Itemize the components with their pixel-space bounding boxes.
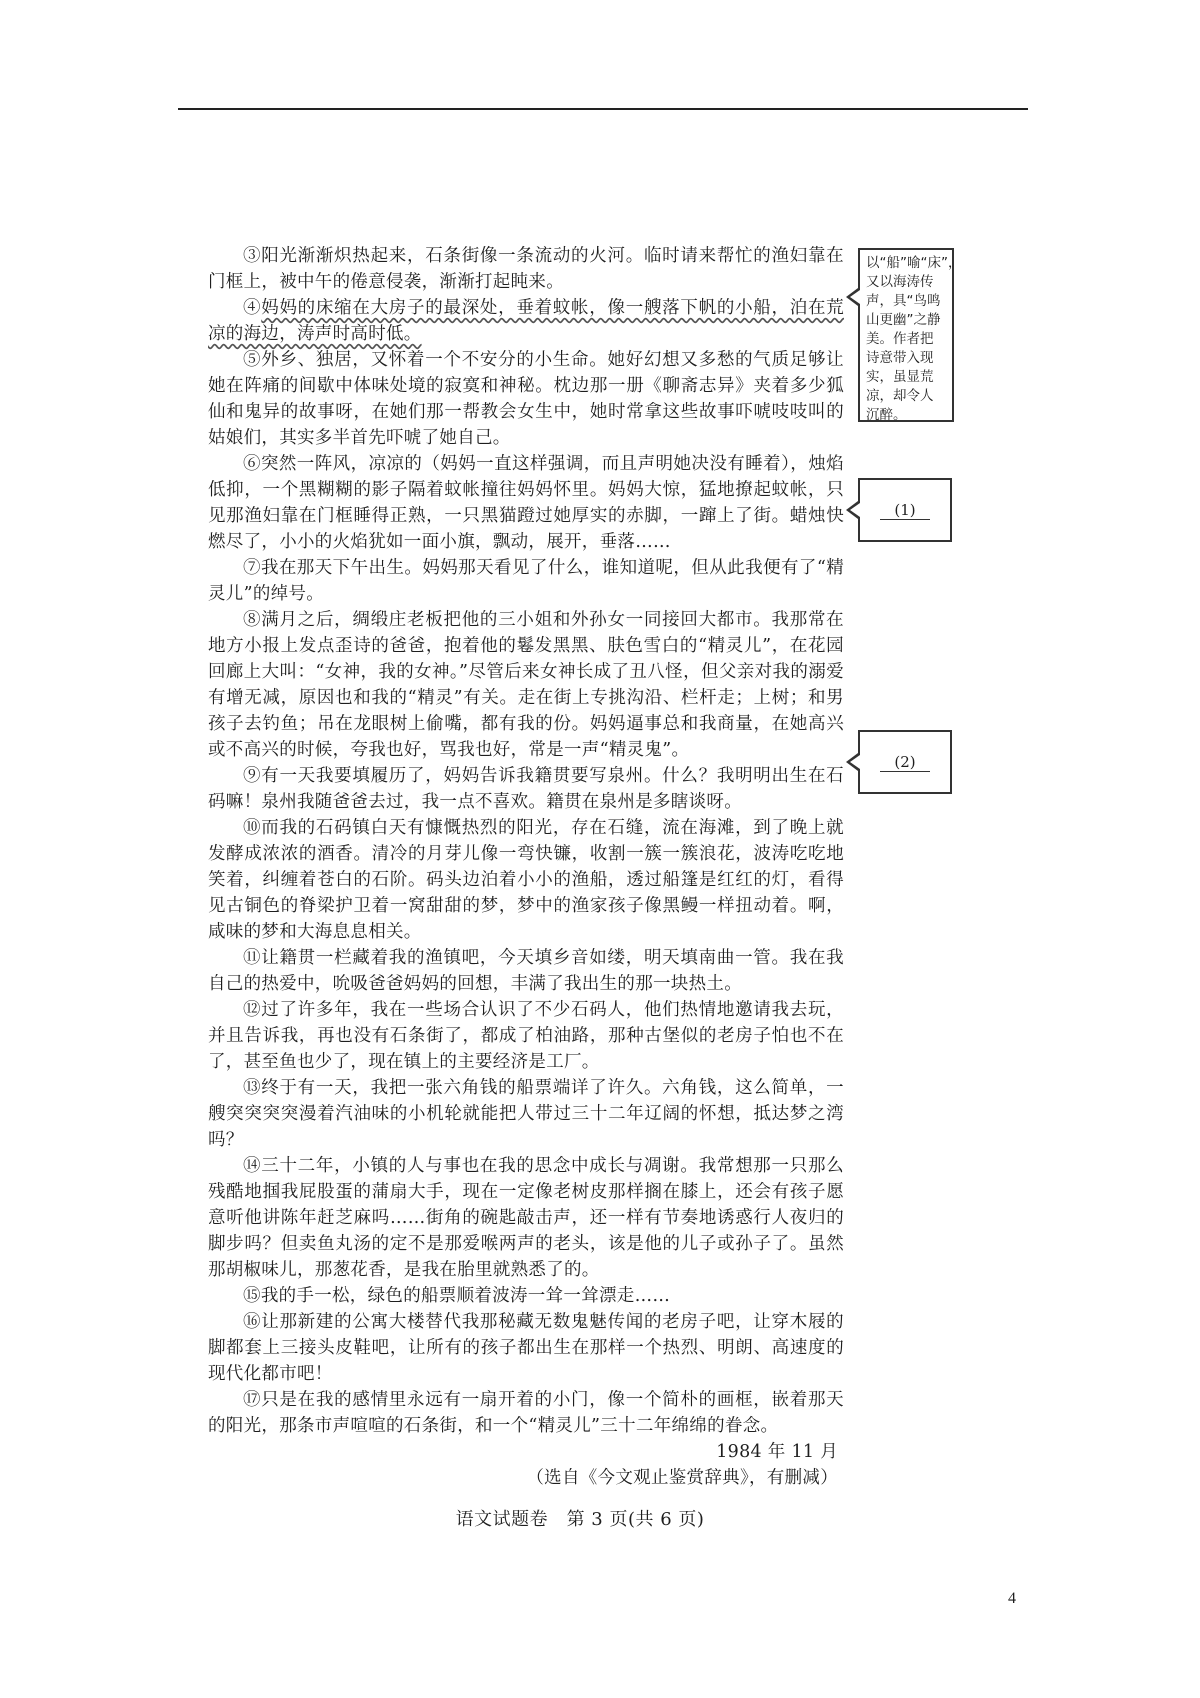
- article-body: [208, 243, 844, 1491]
- answer-box-2: [858, 730, 952, 794]
- paragraph-9: ⑨有一天我要填履历了，妈妈告诉我籍贯要写泉州。什么？我明明出生在石码嘛！泉州我随爸爸去过，我一点不喜欢。籍贯在泉州是多瞎谈呀。: [208, 766, 844, 812]
- paragraph-16: ⑯让那新建的公寓大楼替代我那秘藏无数鬼魅传闻的老房子吧，让穿木屐的脚都套上三接头皮鞋吧，让所有的孩子都出生在那样一个热烈、明朗、高速度的现代化都市吧！: [208, 1312, 844, 1384]
- answer-box-1: [858, 478, 952, 542]
- top-rule: [178, 108, 1028, 110]
- answer-label-1: (1): [880, 501, 929, 520]
- paragraph-8: ⑧满月之后，绸缎庄老板把他的三小姐和外孙女一同接回大都市。我那常在地方小报上发点歪诗的爸爸，抱着他的鬈发黑黑、肤色雪白的“精灵儿”，在花园回廊上大叫：“女神，我的女神。”尽管后来女神长成了丑八怪，但父亲对我的溺爱有增无减，原因也和我的“精灵”有关。走在街上专挑沟沿、栏杆走；上树；和男孩子去钓鱼；吊在龙眼树上偷嘴，都有我的份。妈妈逼事总和我商量，在她高兴或不高兴的时候，夸我也好，骂我也好，常是一声“精灵鬼”。: [208, 610, 844, 760]
- paragraph-5: ⑤外乡、独居，又怀着一个不安分的小生命。她好幻想又多愁的气质足够让她在阵痛的间歇中体味处境的寂寞和神秘。枕边那一册《聊斋志异》夹着多少狐仙和鬼异的故事呀，在她们那一帮教会女生中，她时常拿这些故事吓唬吱吱叫的姑娘们，其实多半首先吓唬了她自己。: [208, 350, 844, 448]
- side-annotation-text: 以“船”喻“床”，又以海涛传声，具“鸟鸣山更幽”之静美。作者把诗意带入现实，虽显荒凉，却令人沉醉。: [866, 255, 962, 423]
- paragraph-7: ⑦我在那天下午出生。妈妈那天看见了什么，谁知道呢，但从此我便有了“精灵儿”的绰号。: [208, 558, 844, 604]
- paragraph-17: ⑰只是在我的感情里永远有一扇开着的小门，像一个简朴的画框，嵌着那天的阳光，那条市声喧喧的石条街，和一个“精灵儿”三十二年绵绵的眷念。: [208, 1390, 844, 1436]
- paragraph-13: ⑬终于有一天，我把一张六角钱的船票端详了许久。六角钱，这么简单，一艘突突突突漫着汽油味的小机轮就能把人带过三十二年辽阔的怀想，抵达梦之湾吗？: [208, 1078, 844, 1150]
- paragraph-12: ⑫过了许多年，我在一些场合认识了不少石码人，他们热情地邀请我去玩，并且告诉我，再也没有石条街了，都成了柏油路，那种古堡似的老房子怕也不在了，甚至鱼也少了，现在镇上的主要经济是工厂。: [208, 1000, 844, 1072]
- paragraph-15: ⑮我的手一松，绿色的船票顺着波涛一耸一耸漂走……: [243, 1286, 671, 1306]
- paragraph-10: ⑩而我的石码镇白天有慷慨热烈的阳光，存在石缝，流在海滩，到了晚上就发酵成浓浓的酒香。清冷的月芽儿像一弯快镰，收割一簇一簇浪花，波涛吃吃地笑着，纠缠着苍白的石阶。码头边泊着小小的渔船，透过船篷是红红的灯，看得见古铜色的脊梁护卫着一窝甜甜的梦，梦中的渔家孩子像黑鳗一样扭动着。啊，咸味的梦和大海息息相关。: [208, 818, 844, 942]
- paragraph-11: ⑪让籍贯一栏藏着我的渔镇吧，今天填乡音如缕，明天填南曲一管。我在我自己的热爱中，吮吸爸爸妈妈的回想，丰满了我出生的那一块热土。: [208, 948, 844, 994]
- paragraph-4: ④妈妈的床缩在大房子的最深处，垂着蚊帐，像一艘落下帆的小船，泊在荒凉的海边，涛声时高时低。: [208, 298, 844, 344]
- page-number: 4: [1008, 1590, 1016, 1607]
- date-line: 1984 年 11 月: [716, 1442, 838, 1462]
- page-footer: 语文试题卷 第 3 页(共 6 页): [455, 1509, 705, 1530]
- side-annotation-box: [858, 248, 962, 423]
- paragraph-14: ⑭三十二年，小镇的人与事也在我的思念中成长与凋谢。我常想那一只那么残酷地掴我屁股蛋的蒲扇大手，现在一定像老树皮那样搁在膝上，还会有孩子愿意听他讲陈年赶芝麻吗……街角的碗匙敲击声，还一样有节奏地诱惑行人夜归的脚步吗？但卖鱼丸汤的定不是那爱喉两声的老头，该是他的儿子或孙子了。虽然那胡椒味儿，那葱花香，是我在胎里就熟悉了的。: [208, 1156, 844, 1280]
- paragraph-3: ③阳光渐渐炽热起来，石条街像一条流动的火河。临时请来帮忙的渔妇靠在门框上，被中午的倦意侵袭，渐渐打起盹来。: [208, 246, 844, 292]
- answer-label-2: (2): [880, 753, 929, 772]
- paragraph-6: ⑥突然一阵风，凉凉的（妈妈一直这样强调，而且声明她决没有睡着），烛焰低抑，一个黑糊糊的影子隔着蚊帐撞往妈妈怀里。妈妈大惊，猛地撩起蚊帐，只见那渔妇靠在门框睡得正熟，一只黑猫蹬过她厚实的赤脚，一蹿上了街。蜡烛快燃尽了，小小的火焰犹如一面小旗，飘动，展开，垂落……: [208, 454, 844, 552]
- source-line: （选自《今文观止鉴赏辞典》，有删减）: [526, 1468, 838, 1488]
